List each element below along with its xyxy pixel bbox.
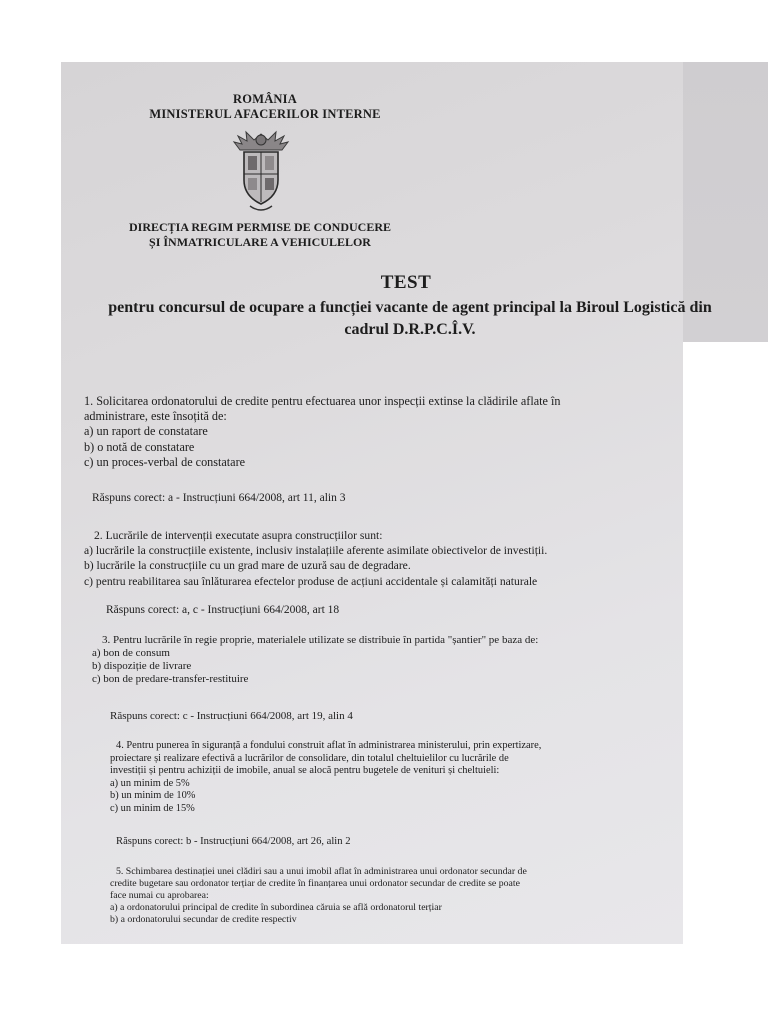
correct-answer-3: Răspuns corect: c - Instrucțiuni 664/2008, art 19, alin 4 — [110, 710, 353, 722]
correct-answer-2: Răspuns corect: a, c - Instrucțiuni 664/2008, art 18 — [106, 604, 340, 616]
question-2 — [84, 528, 547, 589]
question-text: 1. Solicitarea ordonatorului de credite pentru efectuarea unor inspecții extinse la clădirile aflate în — [84, 394, 561, 408]
answer-option: c) bon de predare-transfer-restituire — [92, 673, 249, 685]
subtitle-line-2: cadrul D.R.P.C.Î.V. — [344, 321, 476, 338]
ministry-name: MINISTERUL AFACERILOR INTERNE — [149, 107, 381, 121]
question-1 — [84, 394, 560, 470]
letterhead — [120, 92, 410, 122]
department-name — [110, 220, 410, 250]
answer-option: c) un minim de 15% — [110, 802, 195, 814]
question-text: 4. Pentru punerea în siguranță a fondului construit aflat în administrarea ministerului, prin expertizare, — [116, 740, 542, 751]
answer-option: b) dispoziție de livrare — [92, 660, 192, 672]
answer-option: c) un proces-verbal de constatare — [84, 454, 246, 469]
test-title: TEST — [380, 272, 432, 293]
answer-option: b) lucrările la construcțiile cu un grad mare de uzură sau de degradare. — [84, 559, 411, 573]
romanian-coat-of-arms-icon — [232, 128, 290, 214]
test-subtitle — [80, 297, 740, 341]
question-text: 3. Pentru lucrările în regie proprie, materialele utilizate se distribuie în partida "șantier" pe baza de: — [102, 634, 539, 646]
question-text: 5. Schimbarea destinației unei clădiri sau a unui imobil aflat în administrarea unui ordonator secundar de — [116, 866, 527, 877]
answer-option: a) bon de consum — [92, 647, 170, 659]
answer-option: a) a ordonatorului principal de credite în subordinea căruia se află ordonatorul terțiar — [110, 902, 442, 913]
correct-answer-1: Răspuns corect: a - Instrucțiuni 664/2008, art 11, alin 3 — [92, 492, 346, 504]
question-text: face numai cu aprobarea: — [110, 890, 209, 901]
question-text: investiții și pentru achiziții de imobile, anual se alocă pentru bugetele de venituri și cheltuieli: — [110, 765, 500, 776]
question-text: 2. Lucrările de intervenții executate asupra construcțiilor sunt: — [94, 529, 383, 542]
question-text: proiectare și realizare efectivă a lucrărilor de consolidare, din totalul cheltuielilor cu lucrările de — [110, 752, 509, 764]
department-line-2: ȘI ÎNMATRICULARE A VEHICULELOR — [149, 235, 371, 249]
answer-option: a) un raport de constatare — [84, 424, 208, 439]
correct-answer-4: Răspuns corect: b - Instrucțiuni 664/2008, art 26, alin 2 — [116, 836, 351, 847]
answer-option: b) a ordonatorului secundar de credite respectiv — [110, 914, 297, 925]
question-text: administrare, este însoțită de: — [84, 409, 227, 424]
answer-option: a) un minim de 5% — [110, 777, 190, 789]
question-5 — [110, 866, 527, 926]
question-4 — [110, 740, 541, 815]
department-line-1: DIRECȚIA REGIM PERMISE DE CONDUCERE — [128, 220, 392, 234]
answer-option: b) un minim de 10% — [110, 790, 196, 801]
answer-option: b) o notă de constatare — [84, 439, 195, 454]
answer-option: a) lucrările la construcțiile existente, inclusiv instalațiile aferente asimilate obiectivelor de investiții. — [84, 544, 548, 558]
question-3 — [92, 634, 538, 686]
answer-option: c) pentru reabilitarea sau înlăturarea efectelor produse de acțiuni accidentale și calamități naturale — [84, 574, 538, 588]
question-text: credite bugetare sau ordonator terțiar de credite în finanțarea unui ordonator secundar de credite se poate — [110, 878, 520, 889]
subtitle-line-1: pentru concursul de ocupare a funcției vacante de agent principal la Biroul Logistică din — [108, 299, 712, 316]
country-name: ROMÂNIA — [233, 92, 297, 106]
